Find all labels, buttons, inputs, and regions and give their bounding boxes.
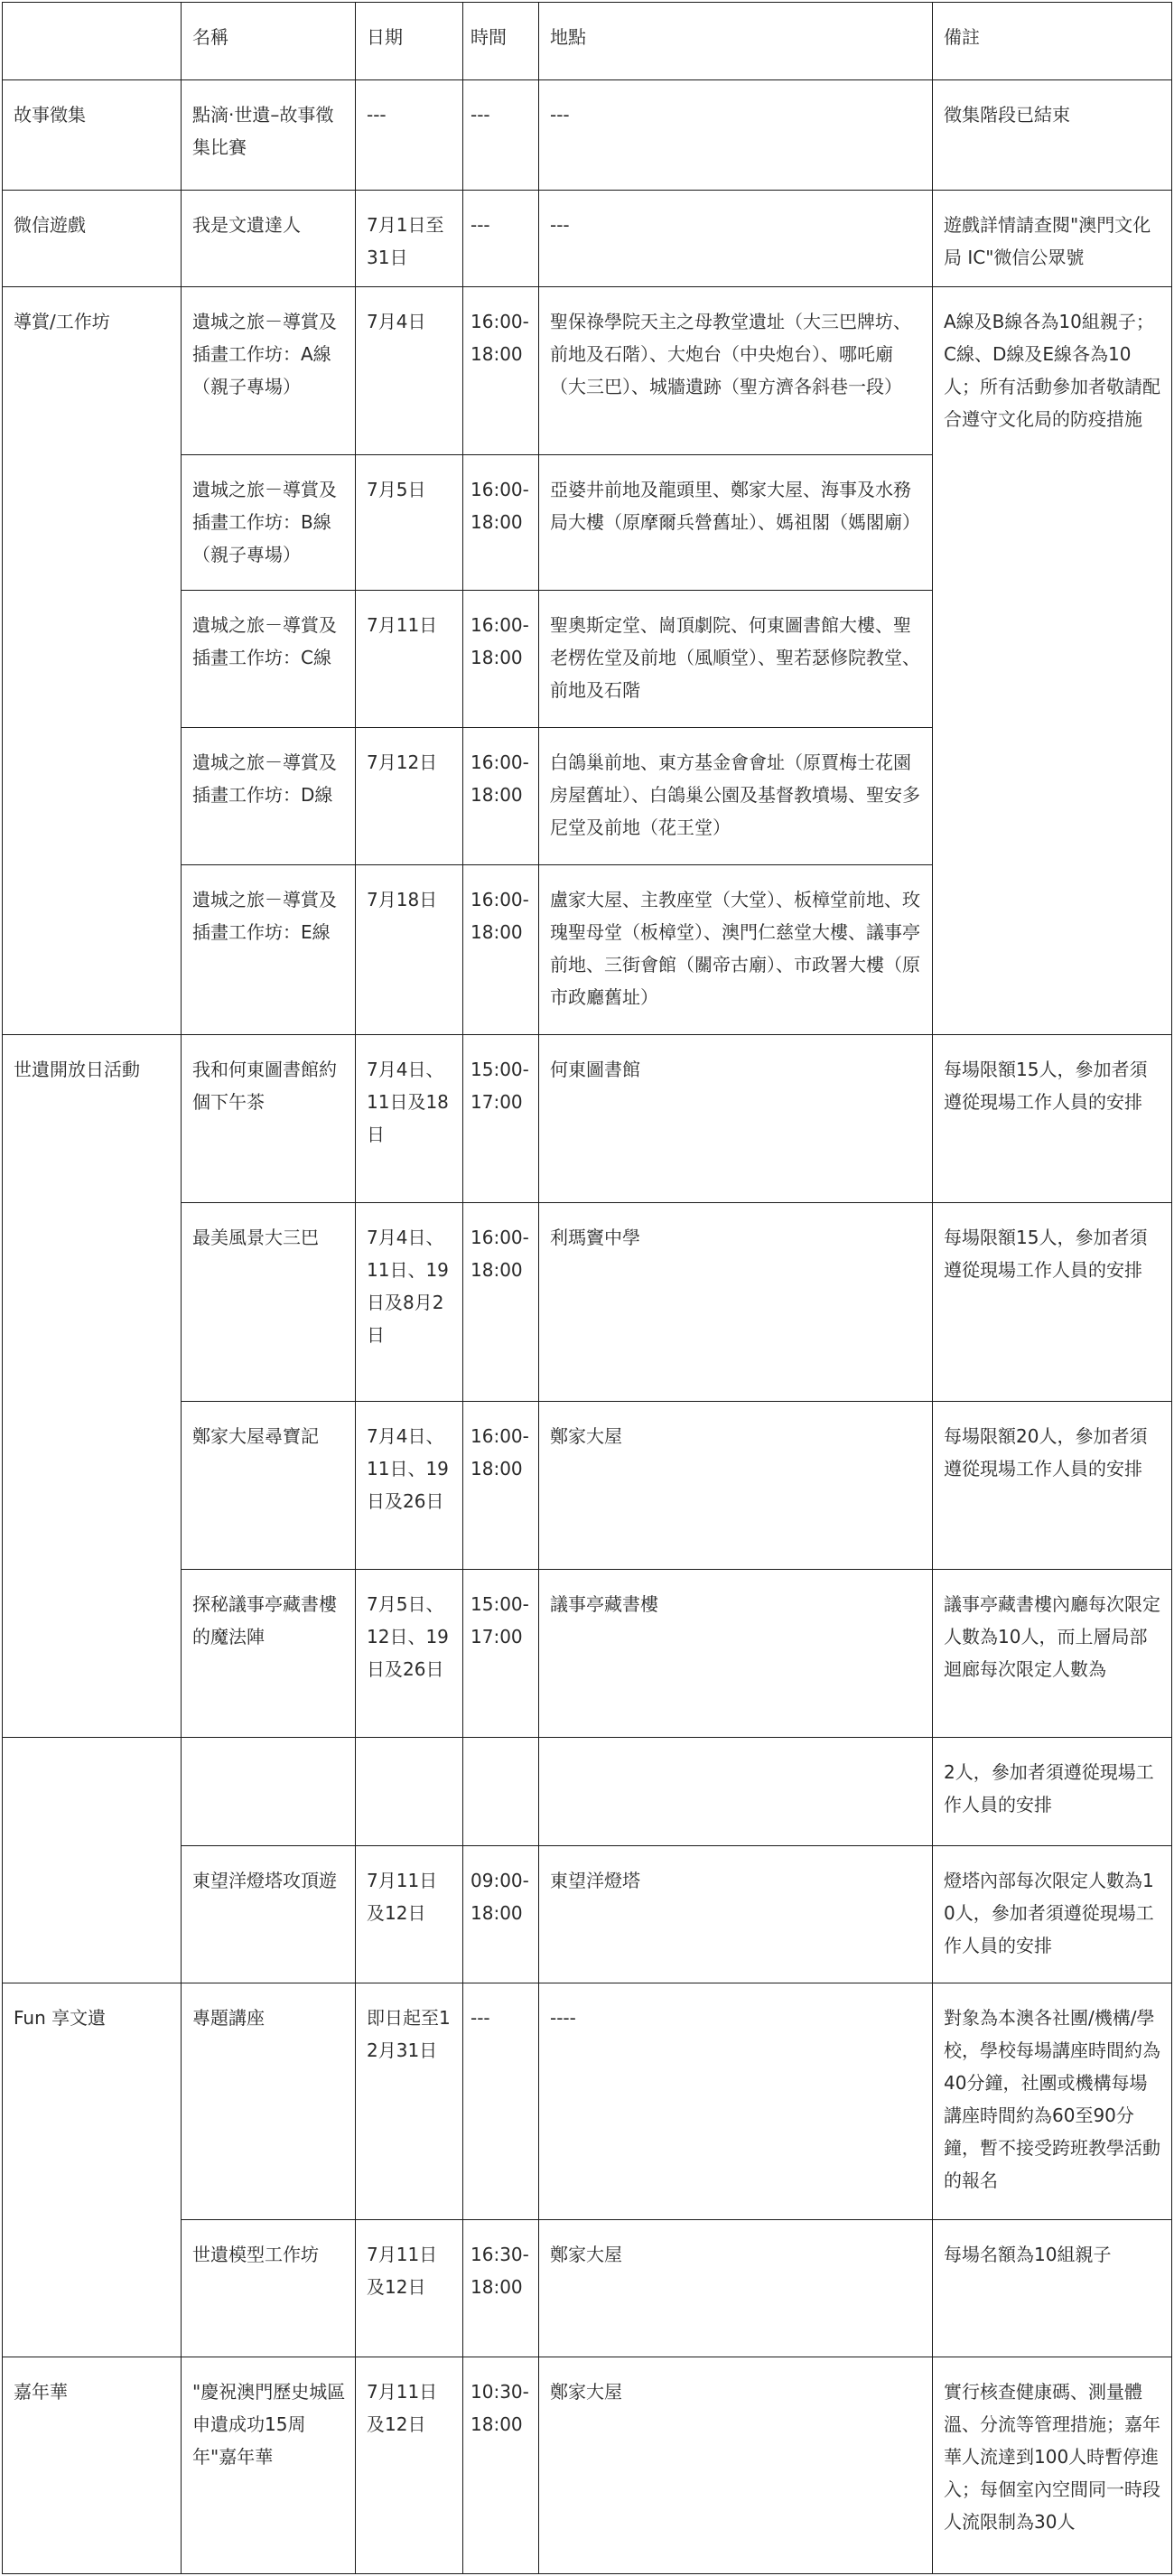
remarks-cell: 徵集階段已結束 <box>933 80 1172 191</box>
table-body <box>3 3 1172 2574</box>
remarks-cell: 每場名額為10組親子 <box>933 2220 1172 2357</box>
remarks-cell: 燈塔內部每次限定人數為10人，參加者須遵從現場工作人員的安排 <box>933 1846 1172 1983</box>
time-cell: 09:00-18:00 <box>463 1846 539 1983</box>
remarks-cell: 實行核查健康碼、測量體溫、分流等管理措施；嘉年華人流達到100人時暫停進入；每個室內空間同一時段人流限制為30人 <box>933 2357 1172 2574</box>
category-cell <box>3 1738 182 1983</box>
category-cell: 故事徵集 <box>3 80 182 191</box>
name-cell: 我是文遺達人 <box>182 191 356 287</box>
time-cell: 16:30-18:00 <box>463 2220 539 2357</box>
date-cell: 7月5日、12日、19日及26日 <box>356 1570 463 1738</box>
time-cell: --- <box>463 1983 539 2220</box>
time-cell <box>463 1738 539 1846</box>
header-date: 日期 <box>356 3 463 80</box>
name-cell: 遺城之旅－導賞及插畫工作坊：A線（親子專場） <box>182 287 356 455</box>
remarks-cell: 每場限額15人，參加者須遵從現場工作人員的安排 <box>933 1035 1172 1203</box>
date-cell: 7月4日 <box>356 287 463 455</box>
venue-cell: ---- <box>539 1983 933 2220</box>
category-cell: 導賞/工作坊 <box>3 287 182 1035</box>
activity-schedule-table <box>2 2 1172 2574</box>
name-cell: 鄭家大屋尋寶記 <box>182 1402 356 1570</box>
venue-cell: 鄭家大屋 <box>539 1402 933 1570</box>
venue-cell <box>539 1738 933 1846</box>
remarks-cell: 每場限額20人，參加者須遵從現場工作人員的安排 <box>933 1402 1172 1570</box>
time-cell: 16:00-18:00 <box>463 1402 539 1570</box>
venue-cell: 白鴿巢前地、東方基金會會址（原賈梅士花園房屋舊址）、白鴿巢公園及基督教墳場、聖安多尼堂及前地（花王堂） <box>539 728 933 865</box>
date-cell: 7月12日 <box>356 728 463 865</box>
remarks-cell: 議事亭藏書樓內廳每次限定人數為10人，而上層局部迴廊每次限定人數為 <box>933 1570 1172 1738</box>
date-cell: 7月11日及12日 <box>356 2357 463 2574</box>
name-cell: 探秘議事亭藏書樓的魔法陣 <box>182 1570 356 1738</box>
time-cell: 16:00-18:00 <box>463 455 539 591</box>
name-cell: 遺城之旅－導賞及插畫工作坊：B線（親子專場） <box>182 455 356 591</box>
table-row <box>3 80 1172 191</box>
name-cell: 最美風景大三巴 <box>182 1203 356 1402</box>
venue-cell: 利瑪竇中學 <box>539 1203 933 1402</box>
date-cell: 7月11日 <box>356 591 463 728</box>
name-cell: 遺城之旅－導賞及插畫工作坊：C線 <box>182 591 356 728</box>
date-cell: 7月4日、11日、19日及26日 <box>356 1402 463 1570</box>
time-cell: --- <box>463 191 539 287</box>
remarks-cell: 2人，參加者須遵從現場工作人員的安排 <box>933 1738 1172 1846</box>
table-row <box>3 1738 1172 1846</box>
name-cell: 遺城之旅－導賞及插畫工作坊：D線 <box>182 728 356 865</box>
name-cell: 世遺模型工作坊 <box>182 2220 356 2357</box>
venue-cell: 議事亭藏書樓 <box>539 1570 933 1738</box>
time-cell: 16:00-18:00 <box>463 287 539 455</box>
time-cell: 15:00-17:00 <box>463 1035 539 1203</box>
name-cell: 遺城之旅－導賞及插畫工作坊：E線 <box>182 865 356 1035</box>
date-cell: 即日起至12月31日 <box>356 1983 463 2220</box>
remarks-cell: 每場限額15人，參加者須遵從現場工作人員的安排 <box>933 1203 1172 1402</box>
time-cell: 15:00-17:00 <box>463 1570 539 1738</box>
date-cell: 7月11日及12日 <box>356 2220 463 2357</box>
category-cell: Fun 享文遺 <box>3 1983 182 2357</box>
category-cell: 微信遊戲 <box>3 191 182 287</box>
date-cell: 7月4日、11日、19日及8月2日 <box>356 1203 463 1402</box>
time-cell: 16:00-18:00 <box>463 591 539 728</box>
venue-cell: --- <box>539 80 933 191</box>
date-cell: --- <box>356 80 463 191</box>
venue-cell: 聖保祿學院天主之母教堂遺址（大三巴牌坊、前地及石階）、大炮台（中央炮台）、哪吒廟（大三巴）、城牆遺跡（聖方濟各斜巷一段） <box>539 287 933 455</box>
name-cell: 點滴·世遺–故事徵集比賽 <box>182 80 356 191</box>
time-cell: 16:00-18:00 <box>463 865 539 1035</box>
table-row <box>3 1035 1172 1203</box>
date-cell: 7月5日 <box>356 455 463 591</box>
venue-cell: 亞婆井前地及龍頭里、鄭家大屋、海事及水務局大樓（原摩爾兵營舊址）、媽祖閣（媽閣廟） <box>539 455 933 591</box>
table-row <box>3 2357 1172 2574</box>
name-cell: 我和何東圖書館約個下午茶 <box>182 1035 356 1203</box>
remarks-cell: A線及B線各為10組親子；C線、D線及E線各為10人；所有活動參加者敬請配合遵守文化局的防疫措施 <box>933 287 1172 1035</box>
remarks-cell: 對象為本澳各社團/機構/學校，學校每場講座時間約為40分鐘，社團或機構每場講座時間約為60至90分鐘，暫不接受跨班教學活動的報名 <box>933 1983 1172 2220</box>
time-cell: --- <box>463 80 539 191</box>
name-cell: "慶祝澳門歷史城區申遺成功15周年"嘉年華 <box>182 2357 356 2574</box>
table-row <box>3 1983 1172 2220</box>
header-remarks: 備註 <box>933 3 1172 80</box>
time-cell: 16:00-18:00 <box>463 728 539 865</box>
date-cell: 7月4日、11日及18日 <box>356 1035 463 1203</box>
venue-cell: 聖奧斯定堂、崗頂劇院、何東圖書館大樓、聖老楞佐堂及前地（風順堂）、聖若瑟修院教堂、前地及石階 <box>539 591 933 728</box>
date-cell: 7月11日及12日 <box>356 1846 463 1983</box>
header-name: 名稱 <box>182 3 356 80</box>
remarks-cell: 遊戲詳情請查閱"澳門文化局 IC"微信公眾號 <box>933 191 1172 287</box>
header-time: 時間 <box>463 3 539 80</box>
venue-cell: 何東圖書館 <box>539 1035 933 1203</box>
date-cell: 7月18日 <box>356 865 463 1035</box>
time-cell: 10:30-18:00 <box>463 2357 539 2574</box>
name-cell <box>182 1738 356 1846</box>
name-cell: 專題講座 <box>182 1983 356 2220</box>
table-row <box>3 287 1172 455</box>
header-category <box>3 3 182 80</box>
date-cell <box>356 1738 463 1846</box>
venue-cell: 盧家大屋、主教座堂（大堂）、板樟堂前地、玫瑰聖母堂（板樟堂）、澳門仁慈堂大樓、議事亭前地、三街會館（關帝古廟）、市政署大樓（原市政廳舊址） <box>539 865 933 1035</box>
venue-cell: 東望洋燈塔 <box>539 1846 933 1983</box>
header-row <box>3 3 1172 80</box>
name-cell: 東望洋燈塔攻頂遊 <box>182 1846 356 1983</box>
table-row <box>3 191 1172 287</box>
header-venue: 地點 <box>539 3 933 80</box>
date-cell: 7月1日至31日 <box>356 191 463 287</box>
time-cell: 16:00-18:00 <box>463 1203 539 1402</box>
category-cell: 嘉年華 <box>3 2357 182 2574</box>
venue-cell: 鄭家大屋 <box>539 2357 933 2574</box>
venue-cell: 鄭家大屋 <box>539 2220 933 2357</box>
venue-cell: --- <box>539 191 933 287</box>
category-cell: 世遺開放日活動 <box>3 1035 182 1738</box>
